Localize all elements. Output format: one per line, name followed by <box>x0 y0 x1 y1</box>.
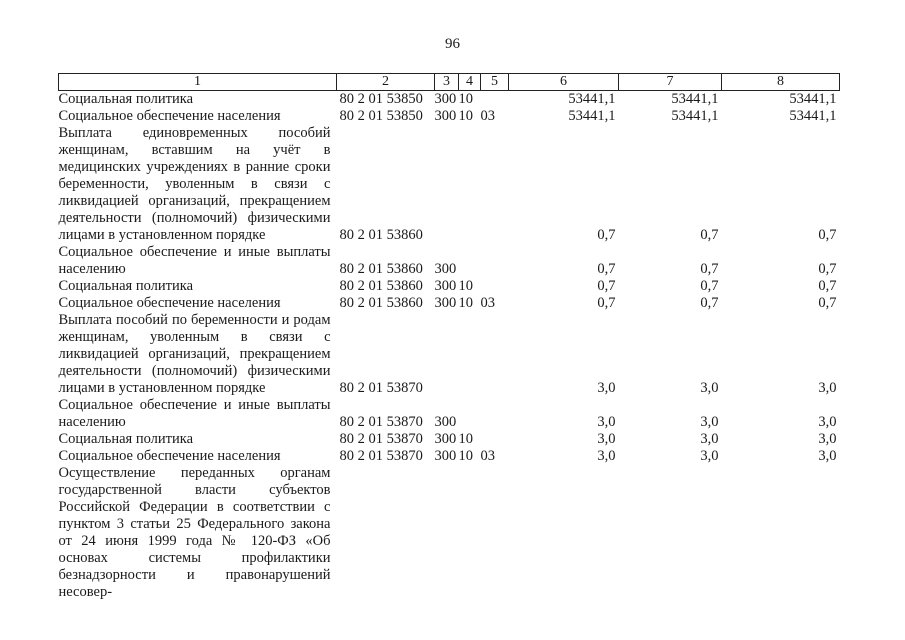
row-col4 <box>459 244 481 278</box>
row-col3 <box>435 465 459 601</box>
row-name: Социальное обеспечение и иные выплаты населению <box>58 244 331 277</box>
row-col5 <box>481 244 509 278</box>
table-row <box>59 244 840 278</box>
row-col4 <box>459 125 481 244</box>
row-code: 80 2 01 53860 <box>339 261 423 277</box>
row-col3: 300 <box>434 295 457 311</box>
row-value-7: 0,7 <box>700 261 719 277</box>
row-col5 <box>481 125 509 244</box>
row-col3 <box>435 125 459 244</box>
row-value-8 <box>722 465 840 601</box>
col-header-6: 6 <box>509 74 619 91</box>
row-name: Выплата единовременных пособий женщинам, вставшим на учёт в медицинских учреждениях в ранние сроки беременности, уволенным в связи с ликвидацией организаций, прекращением деятельности (полномочий) физическими лицами в установленном порядке <box>58 125 331 243</box>
row-value-6: 0,7 <box>597 261 616 277</box>
row-value-6: 0,7 <box>597 227 616 243</box>
row-name: Социальное обеспечение и иные выплаты населению <box>58 397 331 430</box>
row-col4: 10 <box>458 91 473 107</box>
row-value-7: 3,0 <box>700 380 719 396</box>
row-name: Социальное обеспечение населения <box>58 295 281 311</box>
col-header-1: 1 <box>59 74 337 91</box>
row-col3: 300 <box>434 278 457 294</box>
row-col4 <box>459 312 481 397</box>
table-row <box>59 312 840 397</box>
row-col5 <box>481 312 509 397</box>
row-col4 <box>459 465 481 601</box>
row-col4 <box>459 397 481 431</box>
row-value-8: 0,7 <box>818 261 837 277</box>
row-name: Социальное обеспечение населения <box>58 108 281 124</box>
col-header-7: 7 <box>619 74 722 91</box>
row-col3 <box>435 312 459 397</box>
row-value-7: 3,0 <box>700 448 719 464</box>
table-row <box>59 125 840 244</box>
page-number: 96 <box>445 36 460 52</box>
row-col5 <box>481 397 509 431</box>
row-value-8: 53441,1 <box>789 108 837 124</box>
table-row <box>59 465 840 601</box>
header-row <box>59 74 840 91</box>
table-row <box>59 431 840 448</box>
row-col4: 10 <box>458 295 473 311</box>
col-header-4: 4 <box>459 74 481 91</box>
row-col5 <box>481 431 509 448</box>
row-col5 <box>481 278 509 295</box>
row-code <box>337 465 435 601</box>
table-row <box>59 397 840 431</box>
table-row <box>59 448 840 465</box>
row-col4: 10 <box>458 448 473 464</box>
row-col3: 300 <box>434 261 457 277</box>
row-code: 80 2 01 53860 <box>339 295 423 311</box>
row-col3: 300 <box>434 91 457 107</box>
row-code: 80 2 01 53860 <box>339 227 423 243</box>
row-value-8: 3,0 <box>818 414 837 430</box>
row-value-6: 3,0 <box>597 448 616 464</box>
col-header-8: 8 <box>722 74 840 91</box>
row-value-7: 53441,1 <box>671 91 719 107</box>
row-value-6: 53441,1 <box>568 108 616 124</box>
row-value-8: 3,0 <box>818 431 837 447</box>
row-value-8: 3,0 <box>818 448 837 464</box>
row-value-6: 0,7 <box>597 295 616 311</box>
row-code: 80 2 01 53870 <box>339 414 423 430</box>
row-value-7: 53441,1 <box>671 108 719 124</box>
table-row <box>59 91 840 109</box>
row-value-8: 0,7 <box>818 295 837 311</box>
row-value-7: 0,7 <box>700 227 719 243</box>
row-col5 <box>481 91 509 109</box>
row-col5: 03 <box>480 448 495 464</box>
row-col4: 10 <box>458 431 473 447</box>
row-value-7: 3,0 <box>700 414 719 430</box>
row-value-7 <box>619 465 722 601</box>
row-col4: 10 <box>458 108 473 124</box>
row-value-6 <box>509 465 619 601</box>
row-name: Осуществление переданных органам государственной власти субъектов Российской Федерации в соответствии с пунктом 3 статьи 25 Федерального закона от 24 июня 1999 года № 120-ФЗ «Об основах системы профилактики безнадзорности и правонарушений несовер- <box>58 465 331 600</box>
col-header-5: 5 <box>481 74 509 91</box>
row-value-7: 3,0 <box>700 431 719 447</box>
row-value-7: 0,7 <box>700 278 719 294</box>
row-code: 80 2 01 53870 <box>339 431 423 447</box>
row-col3: 300 <box>434 414 457 430</box>
table-row <box>59 295 840 312</box>
row-name: Социальное обеспечение населения <box>58 448 281 464</box>
row-value-6: 3,0 <box>597 431 616 447</box>
row-value-6: 0,7 <box>597 278 616 294</box>
row-name: Социальная политика <box>58 91 194 107</box>
row-col3: 300 <box>434 448 457 464</box>
row-col4: 10 <box>458 278 473 294</box>
row-col5 <box>481 465 509 601</box>
row-value-8: 53441,1 <box>789 91 837 107</box>
row-code: 80 2 01 53860 <box>339 278 423 294</box>
row-name: Социальная политика <box>58 278 194 294</box>
row-value-8: 3,0 <box>818 380 837 396</box>
row-value-8: 0,7 <box>818 227 837 243</box>
table-row <box>59 278 840 295</box>
row-name: Выплата пособий по беременности и родам женщинам, уволенным в связи с ликвидацией организаций, прекращением деятельности (полномочий) физическими лицами в установленном порядке <box>58 312 331 396</box>
row-value-6: 3,0 <box>597 380 616 396</box>
row-col3: 300 <box>434 108 457 124</box>
col-header-2: 2 <box>337 74 435 91</box>
row-col5: 03 <box>480 295 495 311</box>
row-code: 80 2 01 53870 <box>339 380 423 396</box>
row-value-8: 0,7 <box>818 278 837 294</box>
row-code: 80 2 01 53850 <box>339 91 423 107</box>
row-code: 80 2 01 53870 <box>339 448 423 464</box>
row-value-6: 53441,1 <box>568 91 616 107</box>
row-code: 80 2 01 53850 <box>339 108 423 124</box>
row-col3: 300 <box>434 431 457 447</box>
row-col5: 03 <box>480 108 495 124</box>
table-row <box>59 108 840 125</box>
row-value-7: 0,7 <box>700 295 719 311</box>
row-name: Социальная политика <box>58 431 194 447</box>
col-header-3: 3 <box>435 74 459 91</box>
row-value-6: 3,0 <box>597 414 616 430</box>
budget-table <box>58 73 840 601</box>
